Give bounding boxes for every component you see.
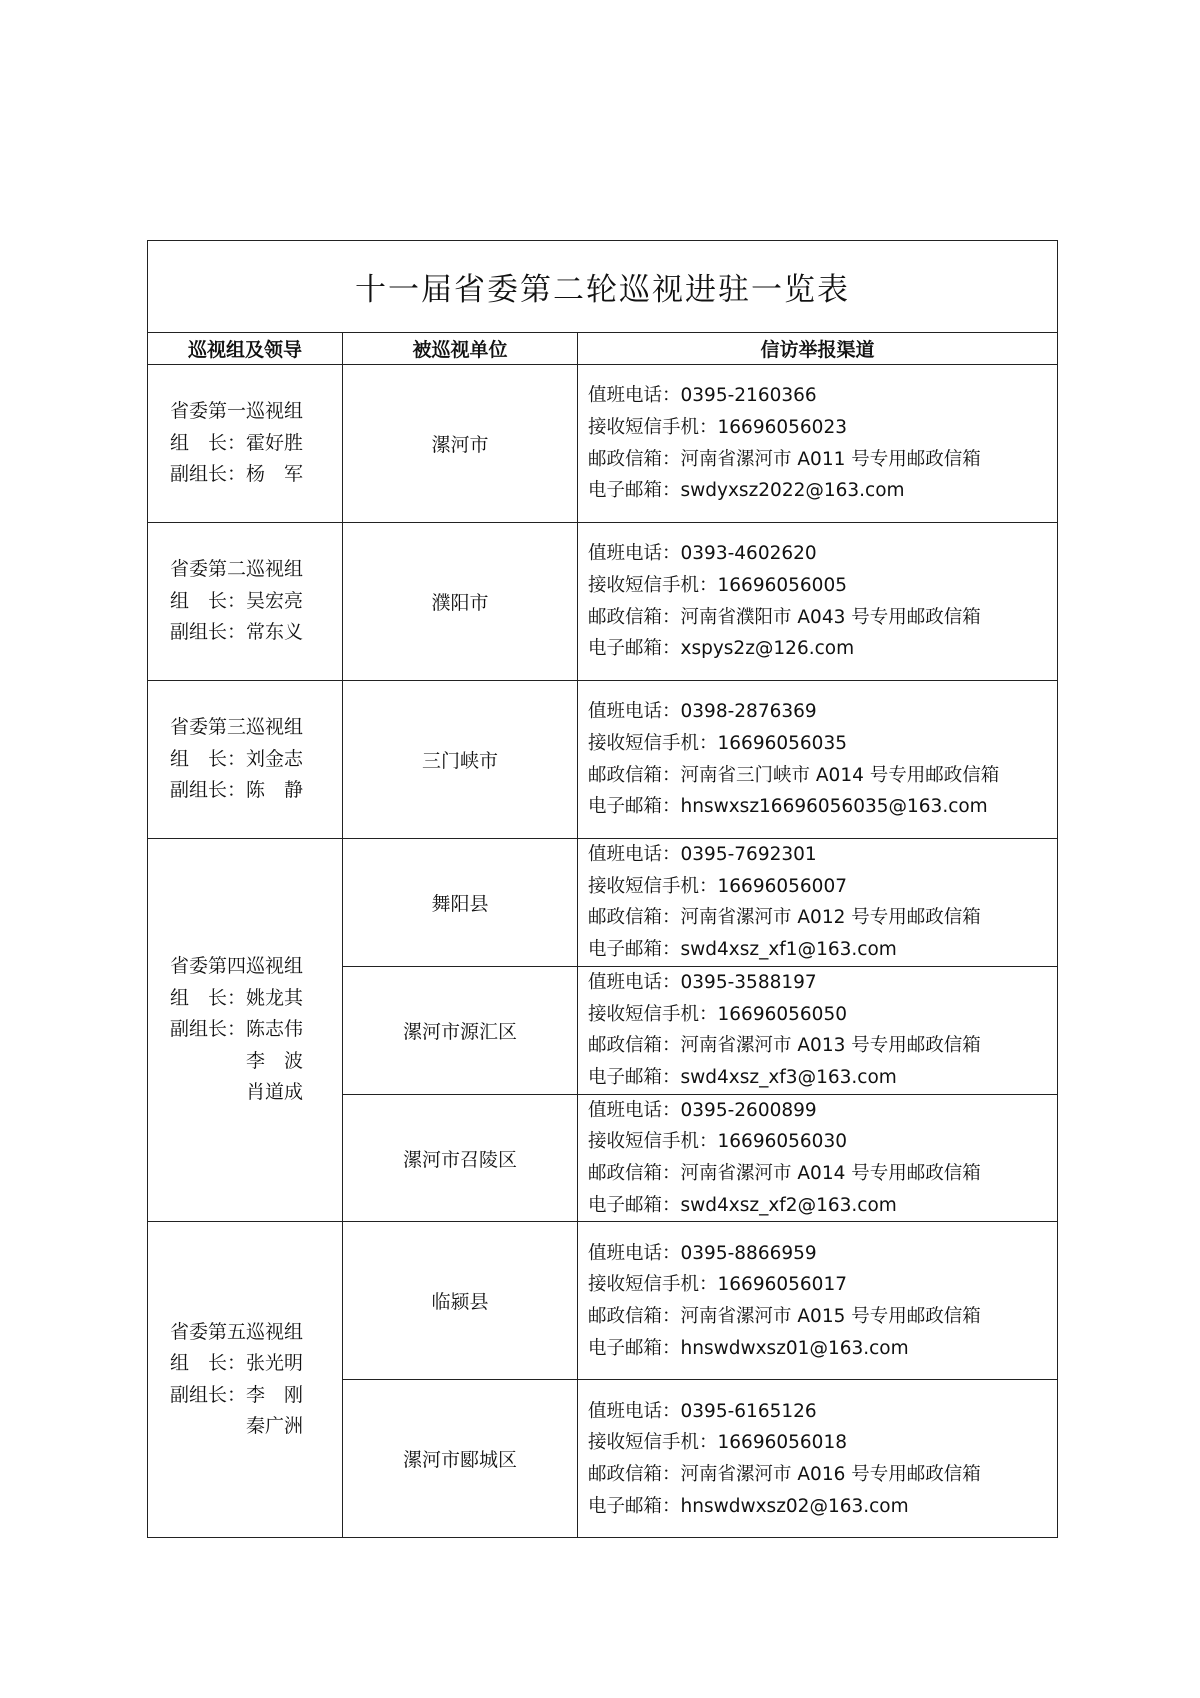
- table-row: [148, 365, 1058, 523]
- duty-phone-value: 0395-7692301: [680, 844, 817, 865]
- duty-phone-value: 0398-2876369: [680, 701, 817, 723]
- table-row: [148, 523, 1058, 681]
- email-line: [588, 633, 1057, 665]
- postal-box-label: 邮政信箱：: [588, 1163, 681, 1185]
- postal-box-label: 邮政信箱：: [588, 448, 681, 470]
- duty-phone-value: 0395-2160366: [680, 385, 817, 407]
- duty-phone-value: 0395-6165126: [680, 1400, 817, 1422]
- leader-line: 副组长：杨 军: [170, 463, 304, 486]
- sms-mobile-value: 16696056005: [717, 574, 847, 596]
- duty-phone-label: 值班电话：: [588, 844, 681, 865]
- sms-mobile-value: 16696056030: [717, 1131, 847, 1153]
- duty-phone-value: 0395-8866959: [680, 1242, 817, 1264]
- email-line: [588, 1491, 1057, 1523]
- title-row: [148, 241, 1058, 333]
- group-leaders: [170, 712, 342, 807]
- leader-line: 组 长：张光明: [170, 1352, 304, 1375]
- sms-mobile-label: 接收短信手机：: [588, 1131, 718, 1153]
- sms-mobile-value: 16696056023: [717, 416, 847, 438]
- email-label: 电子邮箱：: [588, 796, 681, 818]
- header-row: [148, 333, 1058, 365]
- leader-line: 李 波: [170, 1049, 304, 1072]
- leader-line: 组 长：吴宏亮: [170, 589, 304, 612]
- sms-mobile-label: 接收短信手机：: [588, 1274, 718, 1296]
- postal-box-value: 河南省漯河市 A013 号专用邮政信箱: [680, 1035, 981, 1057]
- group-leader-cell: [148, 1222, 343, 1538]
- inspected-unit: 漯河市召陵区: [343, 1094, 578, 1222]
- email-value[interactable]: xspys2z@126.com: [680, 638, 855, 660]
- sms-mobile-value: 16696056018: [717, 1432, 847, 1454]
- duty-phone-value: 0393-4602620: [680, 543, 817, 565]
- sms-mobile-line: [588, 1126, 1057, 1158]
- sms-mobile-line: [588, 999, 1057, 1031]
- postal-box-label: 邮政信箱：: [588, 1035, 681, 1057]
- email-value[interactable]: swd4xsz_xf2@163.com: [680, 1194, 897, 1216]
- group-leaders: [170, 396, 342, 491]
- duty-phone-line: [588, 696, 1057, 728]
- contact-channels: [578, 365, 1058, 523]
- inspected-unit: 漯河市源汇区: [343, 966, 578, 1094]
- email-label: 电子邮箱：: [588, 1495, 681, 1517]
- postal-box-label: 邮政信箱：: [588, 907, 681, 929]
- postal-box-value: 河南省三门峡市 A014 号专用邮政信箱: [680, 764, 1000, 786]
- duty-phone-line: [588, 538, 1057, 570]
- duty-phone-label: 值班电话：: [588, 385, 681, 407]
- sms-mobile-value: 16696056035: [717, 732, 847, 754]
- email-value[interactable]: hnswxsz16696056035@163.com: [680, 796, 988, 818]
- table-row: [148, 1222, 1058, 1380]
- group-name: 省委第四巡视组: [170, 955, 304, 978]
- postal-box-line: [588, 1158, 1057, 1190]
- leader-line: 副组长：李 刚: [170, 1383, 304, 1406]
- duty-phone-value: 0395-2600899: [680, 1099, 817, 1121]
- postal-box-line: [588, 444, 1057, 476]
- sms-mobile-line: [588, 412, 1057, 444]
- postal-box-label: 邮政信箱：: [588, 606, 681, 628]
- sms-mobile-label: 接收短信手机：: [588, 732, 718, 754]
- duty-phone-line: [588, 380, 1057, 412]
- sms-mobile-line: [588, 871, 1057, 903]
- inspected-unit: 临颍县: [343, 1222, 578, 1380]
- sms-mobile-label: 接收短信手机：: [588, 574, 718, 596]
- sms-mobile-label: 接收短信手机：: [588, 875, 718, 897]
- page-title: 十一届省委第二轮巡视进驻一览表: [148, 241, 1058, 333]
- duty-phone-value: 0395-3588197: [680, 971, 817, 993]
- sms-mobile-value: 16696056017: [717, 1274, 847, 1296]
- inspected-unit: 三门峡市: [343, 681, 578, 839]
- postal-box-line: [588, 1301, 1057, 1333]
- group-name: 省委第一巡视组: [170, 400, 304, 423]
- duty-phone-label: 值班电话：: [588, 701, 681, 723]
- postal-box-line: [588, 902, 1057, 934]
- email-value[interactable]: hnswdwxsz02@163.com: [680, 1495, 909, 1517]
- contact-channels: [578, 1222, 1058, 1380]
- inspected-unit: 濮阳市: [343, 523, 578, 681]
- sms-mobile-value: 16696056050: [717, 1003, 847, 1025]
- contact-channels: [578, 966, 1058, 1094]
- postal-box-line: [588, 602, 1057, 634]
- email-label: 电子邮箱：: [588, 480, 681, 502]
- duty-phone-label: 值班电话：: [588, 543, 681, 565]
- duty-phone-line: [588, 967, 1057, 999]
- email-label: 电子邮箱：: [588, 1194, 681, 1216]
- leader-line: 秦广洲: [170, 1415, 304, 1438]
- sms-mobile-value: 16696056007: [717, 875, 847, 897]
- duty-phone-label: 值班电话：: [588, 1242, 681, 1264]
- postal-box-value: 河南省漯河市 A014 号专用邮政信箱: [680, 1163, 981, 1185]
- sms-mobile-line: [588, 1427, 1057, 1459]
- email-value[interactable]: swdyxsz2022@163.com: [680, 480, 905, 502]
- group-leaders: [170, 554, 342, 649]
- email-label: 电子邮箱：: [588, 939, 681, 961]
- email-value[interactable]: hnswdwxsz01@163.com: [680, 1337, 909, 1359]
- sms-mobile-label: 接收短信手机：: [588, 416, 718, 438]
- group-name: 省委第三巡视组: [170, 716, 304, 739]
- group-leaders: [170, 1317, 342, 1443]
- postal-box-label: 邮政信箱：: [588, 1305, 681, 1327]
- group-leader-cell: [148, 681, 343, 839]
- inspected-unit: 漯河市郾城区: [343, 1380, 578, 1538]
- sms-mobile-label: 接收短信手机：: [588, 1003, 718, 1025]
- leader-line: 肖道成: [170, 1081, 304, 1104]
- leader-line: 组 长：姚龙其: [170, 986, 304, 1009]
- group-leader-cell: [148, 523, 343, 681]
- inspection-table: [147, 240, 1058, 1538]
- sms-mobile-label: 接收短信手机：: [588, 1432, 718, 1454]
- group-name: 省委第五巡视组: [170, 1320, 304, 1343]
- header-channels: 信访举报渠道: [578, 333, 1058, 365]
- email-label: 电子邮箱：: [588, 1066, 681, 1088]
- contact-channels: [578, 523, 1058, 681]
- contact-channels: [578, 681, 1058, 839]
- sms-mobile-line: [588, 728, 1057, 760]
- postal-box-value: 河南省濮阳市 A043 号专用邮政信箱: [680, 606, 981, 628]
- inspected-unit: 舞阳县: [343, 839, 578, 967]
- postal-box-value: 河南省漯河市 A011 号专用邮政信箱: [680, 448, 981, 470]
- contact-channels: [578, 839, 1058, 967]
- leader-line: 组 长：刘金志: [170, 747, 304, 770]
- duty-phone-line: [588, 1396, 1057, 1428]
- header-unit: 被巡视单位: [343, 333, 578, 365]
- duty-phone-label: 值班电话：: [588, 1099, 681, 1121]
- postal-box-value: 河南省漯河市 A012 号专用邮政信箱: [680, 907, 981, 929]
- email-line: [588, 1062, 1057, 1094]
- postal-box-value: 河南省漯河市 A015 号专用邮政信箱: [680, 1305, 981, 1327]
- group-leader-cell: [148, 365, 343, 523]
- duty-phone-label: 值班电话：: [588, 1400, 681, 1422]
- email-line: [588, 1333, 1057, 1365]
- duty-phone-line: [588, 1095, 1057, 1127]
- contact-channels: [578, 1380, 1058, 1538]
- leader-line: 副组长：陈 静: [170, 779, 304, 802]
- duty-phone-line: [588, 1238, 1057, 1270]
- postal-box-label: 邮政信箱：: [588, 1463, 681, 1485]
- table-row: [148, 681, 1058, 839]
- postal-box-line: [588, 1030, 1057, 1062]
- postal-box-label: 邮政信箱：: [588, 764, 681, 786]
- leader-line: 副组长：常东义: [170, 621, 304, 644]
- duty-phone-line: [588, 839, 1057, 871]
- email-line: [588, 1190, 1057, 1222]
- postal-box-line: [588, 760, 1057, 792]
- table-row: [148, 839, 1058, 967]
- email-value[interactable]: swd4xsz_xf3@163.com: [680, 1066, 897, 1088]
- group-leader-cell: [148, 839, 343, 1222]
- sms-mobile-line: [588, 1269, 1057, 1301]
- postal-box-line: [588, 1459, 1057, 1491]
- inspected-unit: 漯河市: [343, 365, 578, 523]
- email-line: [588, 934, 1057, 966]
- email-label: 电子邮箱：: [588, 1337, 681, 1359]
- group-name: 省委第二巡视组: [170, 558, 304, 581]
- group-leaders: [170, 951, 342, 1109]
- leader-line: 副组长：陈志伟: [170, 1018, 304, 1041]
- leader-line: 组 长：霍好胜: [170, 431, 304, 454]
- sms-mobile-line: [588, 570, 1057, 602]
- duty-phone-label: 值班电话：: [588, 971, 681, 993]
- postal-box-value: 河南省漯河市 A016 号专用邮政信箱: [680, 1463, 981, 1485]
- contact-channels: [578, 1094, 1058, 1222]
- email-line: [588, 791, 1057, 823]
- header-group: 巡视组及领导: [148, 333, 343, 365]
- email-line: [588, 475, 1057, 507]
- email-value[interactable]: swd4xsz_xf1@163.com: [680, 939, 897, 961]
- email-label: 电子邮箱：: [588, 638, 681, 660]
